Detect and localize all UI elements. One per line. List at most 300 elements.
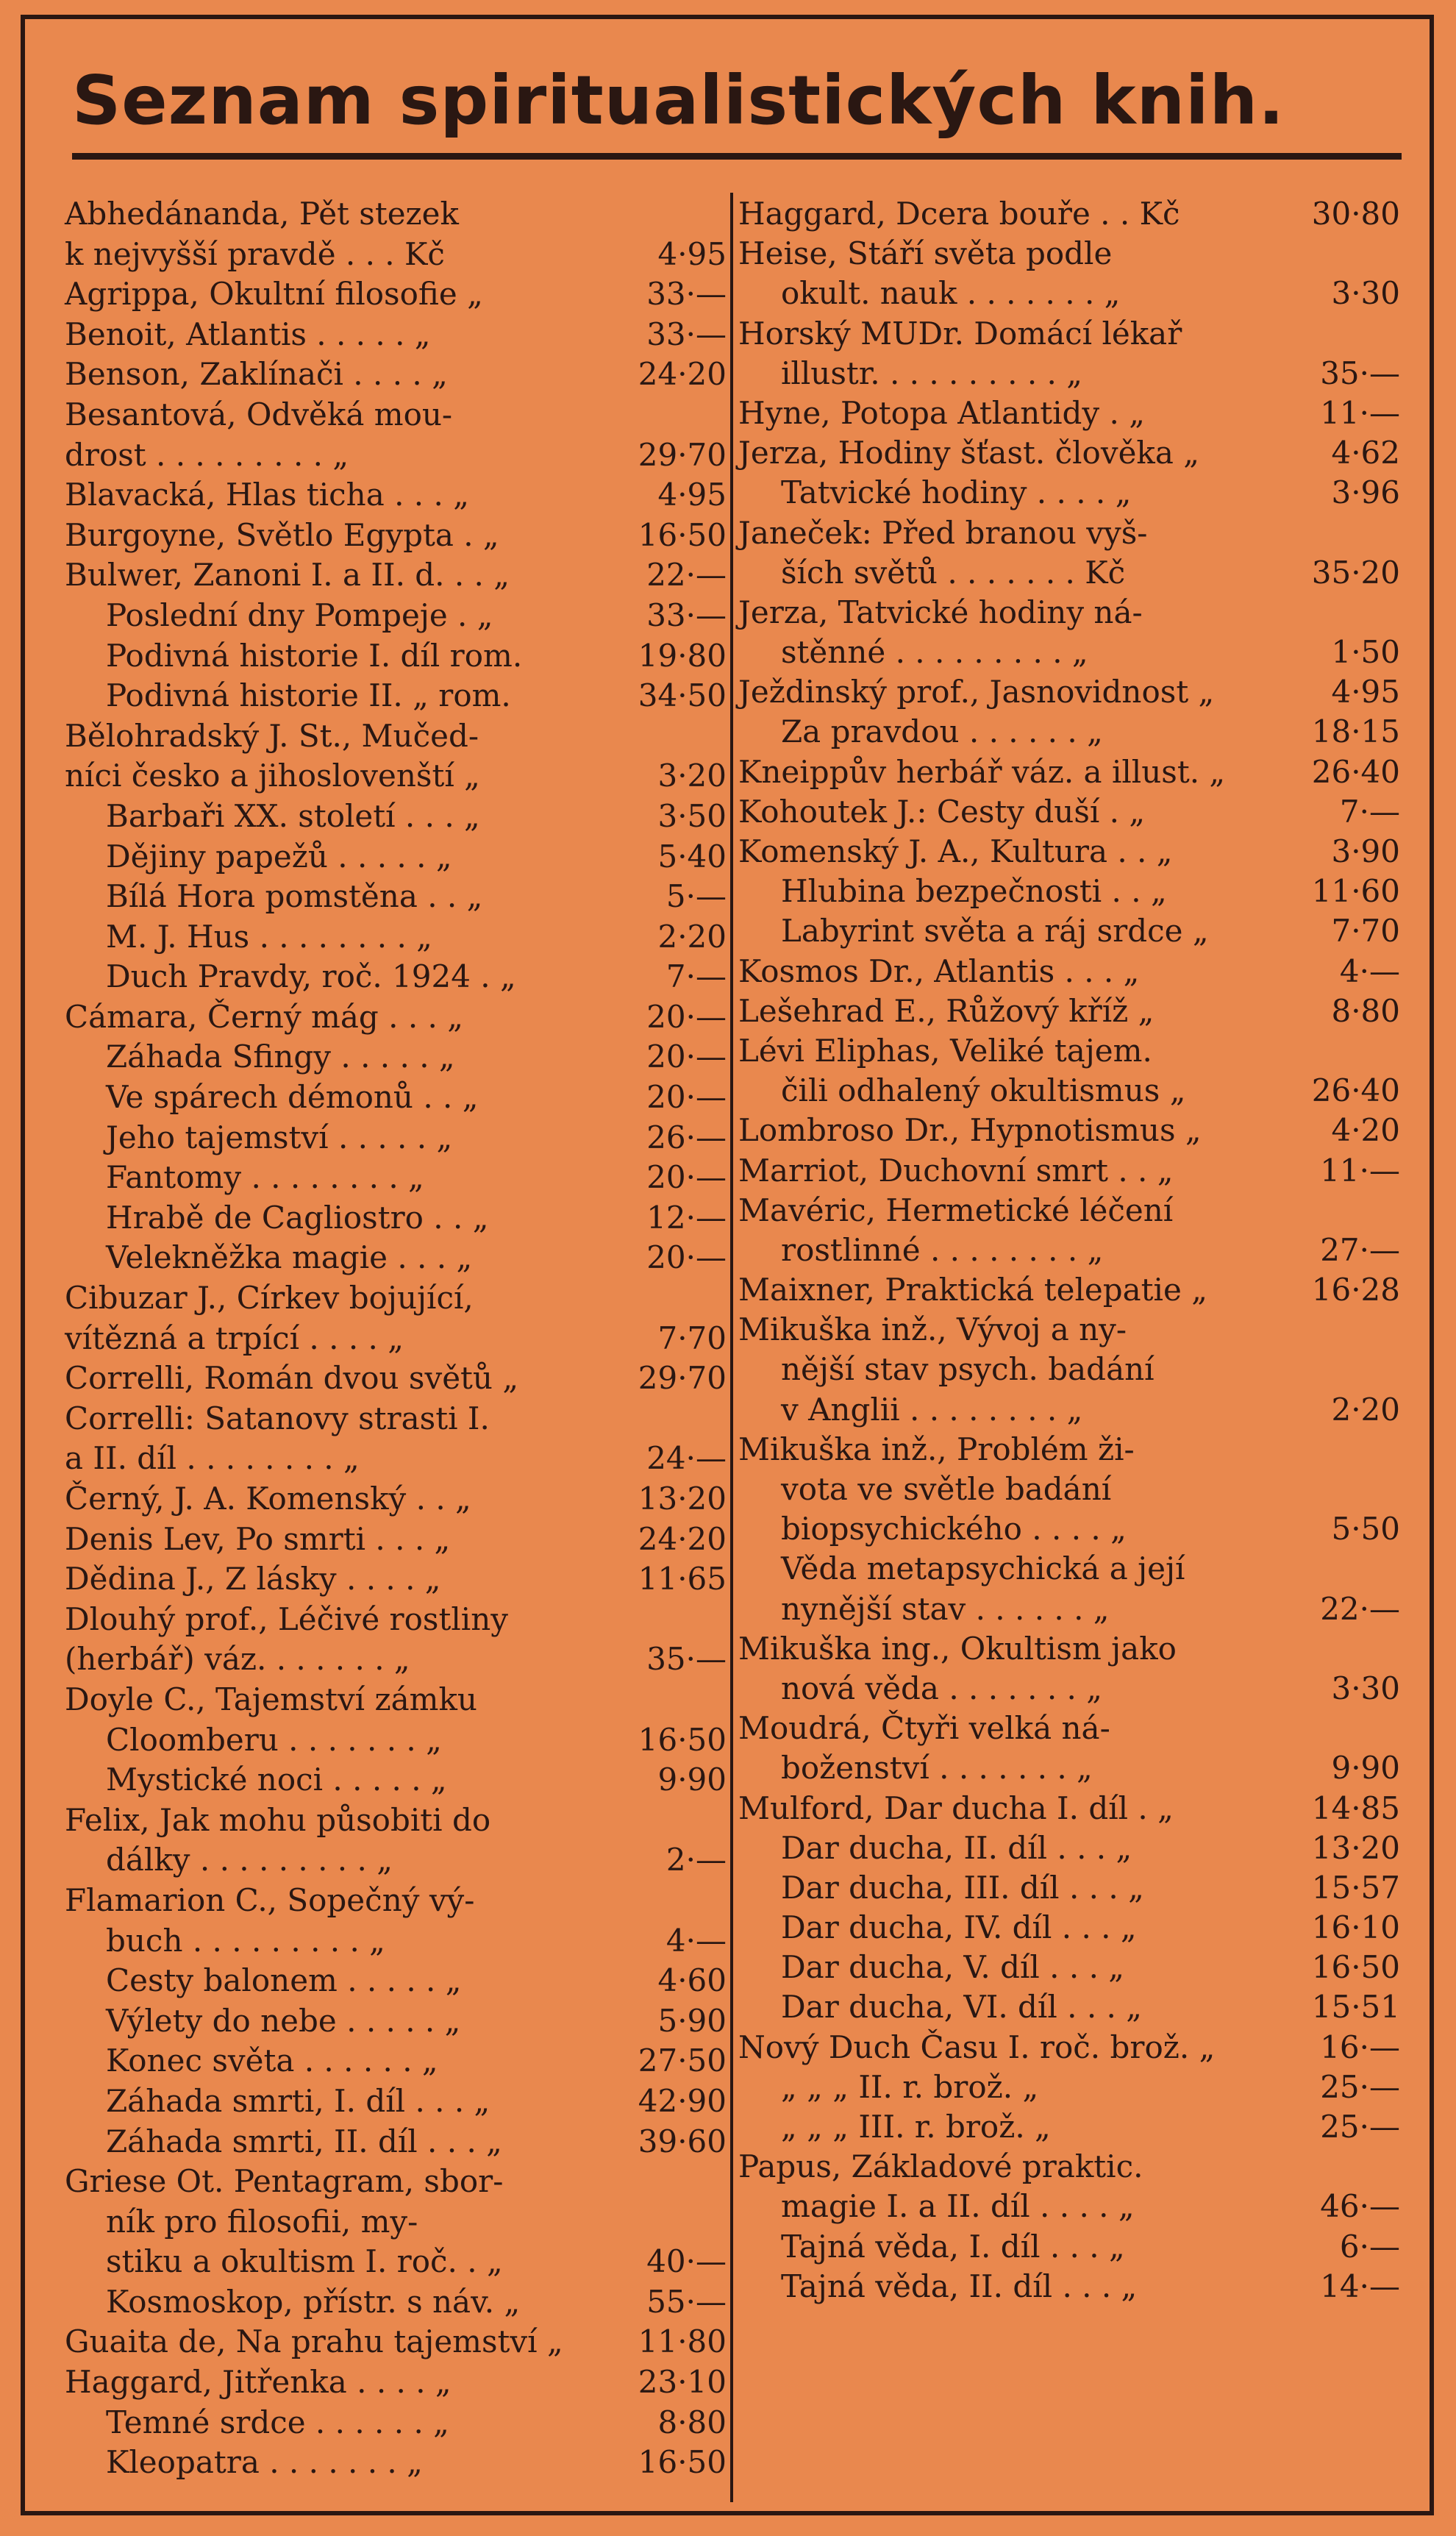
list-item — [65, 1881, 727, 1921]
list-item — [65, 435, 727, 476]
list-item — [65, 1760, 727, 1801]
list-item — [65, 756, 727, 797]
list-item — [65, 917, 727, 958]
list-item — [738, 1549, 1400, 1589]
book-price: 16·50 — [1311, 1949, 1400, 1986]
list-item — [65, 1158, 727, 1198]
book-price: 26·— — [646, 1119, 727, 1155]
book-entry: Besantová, Odvěká mou- — [65, 396, 453, 432]
book-entry: Záhada smrti, II. díl . . . „ — [106, 2123, 502, 2159]
book-entry: Agrippa, Okultní filosofie „ — [65, 276, 483, 313]
book-price: 34·50 — [638, 677, 727, 714]
list-item — [738, 433, 1400, 473]
book-entry: Heise, Stáří světa podle — [738, 235, 1113, 272]
list-item — [738, 952, 1400, 991]
book-entry: Nový Duch Času I. roč. brož. „ — [738, 2029, 1216, 2065]
book-entry: čili odhalený okultismus „ — [781, 1072, 1186, 1109]
book-price: 11·60 — [1311, 873, 1400, 910]
list-item — [65, 1078, 727, 1118]
book-entry: Mavéric, Hermetické léčení — [738, 1192, 1174, 1228]
list-item — [65, 315, 727, 355]
list-item — [65, 596, 727, 636]
book-price: 5·— — [665, 878, 727, 915]
list-item — [738, 1948, 1400, 1987]
book-entry: Kohoutek J.: Cesty duší . „ — [738, 793, 1146, 830]
list-item — [738, 991, 1400, 1031]
list-item — [738, 1310, 1400, 1350]
book-price: 27·— — [1320, 1231, 1400, 1268]
list-item — [65, 2362, 727, 2403]
book-entry: Kneippův herbář váz. a illust. „ — [738, 753, 1226, 790]
book-entry: Záhada Sfingy . . . . . „ — [106, 1039, 455, 1075]
book-entry: Tatvické hodiny . . . . „ — [781, 474, 1132, 511]
book-price: 33·— — [646, 276, 727, 313]
book-price: 23·10 — [638, 2364, 727, 2401]
book-price: 24·20 — [638, 1520, 727, 1557]
book-price: 26·40 — [1311, 753, 1400, 790]
list-item — [65, 395, 727, 435]
list-item — [738, 2107, 1400, 2147]
list-item — [738, 752, 1400, 792]
book-price: 15·57 — [1311, 1869, 1400, 1906]
book-price: 33·— — [646, 596, 727, 633]
book-price: 15·51 — [1311, 1989, 1400, 2026]
list-item — [738, 1789, 1400, 1828]
book-price: 11·65 — [638, 1561, 727, 1598]
list-item — [65, 1801, 727, 1841]
list-item — [65, 2242, 727, 2282]
book-entry: Ve spárech démonů . . „ — [106, 1079, 479, 1116]
book-entry: Barbaři XX. století . . . „ — [106, 797, 480, 834]
book-entry: Benoit, Atlantis . . . . . „ — [65, 316, 431, 352]
book-entry: Blavacká, Hlas ticha . . . „ — [65, 477, 469, 513]
book-price: 29·70 — [638, 436, 727, 473]
book-entry: Mikuška ing., Okultism jako — [738, 1630, 1177, 1667]
list-item — [738, 1709, 1400, 1748]
list-item — [738, 1430, 1400, 1470]
list-item — [65, 1198, 727, 1239]
list-item — [738, 1828, 1400, 1868]
list-item — [738, 2187, 1400, 2226]
list-item — [65, 1399, 727, 1439]
book-entry: Cámara, Černý mág . . . „ — [65, 998, 464, 1035]
list-item — [738, 354, 1400, 393]
book-entry: Konec světa . . . . . . „ — [106, 2042, 438, 2079]
book-price: 4·95 — [657, 477, 727, 513]
book-entry: Dar ducha, IV. díl . . . „ — [781, 1909, 1137, 1946]
list-item — [738, 872, 1400, 911]
book-entry: Poslední dny Pompeje . „ — [106, 596, 493, 633]
book-entry: Mystické noci . . . . . „ — [106, 1762, 447, 1798]
book-entry: nější stav psych. badání — [781, 1351, 1155, 1388]
book-price: 35·— — [1320, 355, 1400, 391]
book-entry: dálky . . . . . . . . . „ — [106, 1842, 393, 1878]
book-entry: Griese Ot. Pentagram, sbor- — [65, 2163, 504, 2200]
book-entry: M. J. Hus . . . . . . . . „ — [106, 918, 432, 955]
book-price: 4·62 — [1331, 435, 1400, 471]
book-entry: Abhedánanda, Pět stezek — [65, 196, 459, 232]
list-item — [65, 877, 727, 917]
book-price: 2·20 — [657, 918, 727, 955]
book-entry: Dějiny papežů . . . . . „ — [106, 838, 452, 875]
book-price: 6·— — [1339, 2228, 1400, 2265]
list-item — [65, 1118, 727, 1158]
list-item — [738, 1868, 1400, 1908]
book-price: 11·— — [1320, 394, 1400, 431]
list-item — [65, 1720, 727, 1761]
book-entry: Marriot, Duchovní smrt . . „ — [738, 1152, 1174, 1189]
book-price: 33·— — [646, 316, 727, 352]
list-item — [738, 1111, 1400, 1150]
book-price: 35·20 — [1311, 554, 1400, 591]
list-item — [65, 1278, 727, 1319]
book-price: 30·80 — [1311, 196, 1400, 232]
book-price: 9·90 — [657, 1762, 727, 1798]
book-entry: Flamarion C., Sopečný vý- — [65, 1881, 475, 1918]
list-item — [738, 553, 1400, 593]
book-price: 26·40 — [1311, 1072, 1400, 1109]
list-item — [738, 1230, 1400, 1270]
list-item — [65, 2443, 727, 2483]
list-item — [738, 194, 1400, 234]
book-price: 16·28 — [1311, 1272, 1400, 1308]
book-price: 42·90 — [638, 2082, 727, 2119]
book-entry: Papus, Základové praktic. — [738, 2148, 1143, 2185]
book-price: 24·20 — [638, 356, 727, 393]
book-entry: Bílá Hora pomstěna . . „ — [106, 878, 483, 915]
book-price: 18·15 — [1311, 713, 1400, 750]
book-price: 5·50 — [1331, 1511, 1400, 1547]
list-item — [65, 797, 727, 837]
list-item — [738, 1151, 1400, 1191]
book-entry: Velekněžka magie . . . „ — [106, 1239, 473, 1276]
list-item — [65, 1439, 727, 1479]
book-entry: Temné srdce . . . . . . „ — [106, 2404, 449, 2440]
book-entry: Fantomy . . . . . . . . „ — [106, 1159, 424, 1196]
list-item — [738, 1589, 1400, 1629]
book-entry: Bulwer, Zanoni I. a II. d. . . „ — [65, 557, 510, 594]
book-entry: Cesty balonem . . . . . „ — [106, 1962, 462, 1999]
list-item — [738, 712, 1400, 752]
book-entry: Benson, Zaklínači . . . . „ — [65, 356, 448, 393]
book-price: 16·50 — [638, 1721, 727, 1758]
book-entry: Jerza, Tatvické hodiny ná- — [738, 594, 1143, 630]
book-entry: Maixner, Praktická telepatie „ — [738, 1272, 1207, 1308]
book-entry: biopsychického . . . . „ — [781, 1511, 1127, 1547]
book-price: 4·20 — [1331, 1112, 1400, 1149]
book-entry: Mulford, Dar ducha I. díl . „ — [738, 1789, 1174, 1826]
list-item — [65, 716, 727, 757]
book-entry: Hrabě de Cagliostro . . „ — [106, 1199, 489, 1236]
book-entry: stiku a okultism I. roč. . „ — [106, 2243, 503, 2280]
book-entry: „ „ „ III. r. brož. „ — [781, 2109, 1051, 2145]
book-entry: Janeček: Před branou vyš- — [738, 514, 1148, 551]
list-item — [65, 1037, 727, 1078]
book-price: 2·20 — [1331, 1391, 1400, 1428]
book-entry: Dar ducha, II. díl . . . „ — [781, 1829, 1132, 1866]
book-entry: okult. nauk . . . . . . . „ — [781, 275, 1121, 312]
list-item — [65, 2081, 727, 2122]
list-item — [65, 274, 727, 315]
list-item — [65, 837, 727, 877]
book-entry: Černý, J. A. Komenský . . „ — [65, 1481, 471, 1517]
book-price: 12·— — [646, 1199, 727, 1236]
list-item — [65, 2041, 727, 2081]
book-entry: Tajná věda, II. díl . . . „ — [781, 2268, 1138, 2304]
page-title: Seznam spiritualistických knih. — [72, 61, 1285, 140]
list-item — [65, 1479, 727, 1520]
list-item — [65, 1238, 727, 1278]
book-entry: stěnné . . . . . . . . . „ — [781, 634, 1088, 671]
list-item — [65, 2202, 727, 2243]
list-item — [65, 676, 727, 716]
list-item — [65, 1319, 727, 1359]
book-price: 3·90 — [1331, 833, 1400, 869]
book-entry: Kosmos Dr., Atlantis . . . „ — [738, 952, 1140, 989]
book-price: 7·70 — [657, 1319, 727, 1356]
book-price: 25·— — [1320, 2109, 1400, 2145]
book-price: 14·85 — [1311, 1789, 1400, 1826]
list-item — [738, 1669, 1400, 1709]
book-price: 22·— — [646, 557, 727, 594]
list-item — [738, 314, 1400, 354]
book-entry: nová věda . . . . . . . „ — [781, 1670, 1102, 1706]
book-price: 20·— — [646, 1159, 727, 1196]
book-entry: Dlouhý prof., Léčivé rostliny — [65, 1600, 508, 1637]
book-entry: Kosmoskop, přístr. s náv. „ — [106, 2283, 521, 2320]
book-price: 39·60 — [638, 2123, 727, 2159]
book-price: 20·— — [646, 998, 727, 1035]
list-item — [65, 475, 727, 516]
book-price: 3·30 — [1331, 1670, 1400, 1706]
book-entry: illustr. . . . . . . . . . „ — [781, 355, 1083, 391]
book-price: 5·40 — [657, 838, 727, 875]
list-item — [738, 2267, 1400, 2307]
book-entry: k nejvyšší pravdě . . . Kč — [65, 235, 445, 272]
book-price: 20·— — [646, 1239, 727, 1276]
list-item — [738, 1470, 1400, 1509]
book-entry: Jerza, Hodiny šťast. člověka „ — [738, 435, 1200, 471]
book-price: 11·— — [1320, 1152, 1400, 1189]
list-item — [65, 516, 727, 556]
book-price: 16·10 — [1311, 1909, 1400, 1946]
book-entry: boženství . . . . . . . „ — [781, 1750, 1093, 1787]
list-item — [738, 1629, 1400, 1669]
book-entry: rostlinné . . . . . . . . „ — [781, 1231, 1104, 1268]
book-entry: Haggard, Dcera bouře . . Kč — [738, 196, 1180, 232]
book-entry: Horský MUDr. Domácí lékař — [738, 315, 1182, 352]
list-item — [65, 636, 727, 677]
book-price: 46·— — [1320, 2188, 1400, 2225]
list-item — [65, 1639, 727, 1680]
book-price: 7·— — [665, 958, 727, 995]
book-entry: Dar ducha, V. díl . . . „ — [781, 1949, 1125, 1986]
book-price: 55·— — [646, 2283, 727, 2320]
column-divider — [730, 193, 733, 2502]
book-entry: a II. díl . . . . . . . . „ — [65, 1440, 360, 1477]
book-entry: vítězná a trpící . . . . „ — [65, 1319, 404, 1356]
book-list-left — [65, 194, 727, 2483]
book-price: 20·— — [646, 1079, 727, 1116]
book-price: 16·— — [1320, 2029, 1400, 2065]
list-item — [738, 1390, 1400, 1430]
list-item — [65, 2403, 727, 2443]
book-price: 4·— — [1339, 952, 1400, 989]
list-item — [738, 1509, 1400, 1549]
book-price: 3·20 — [657, 758, 727, 794]
book-entry: Hlubina bezpečnosti . . „ — [781, 873, 1167, 910]
book-price: 11·80 — [638, 2323, 727, 2360]
list-item — [738, 274, 1400, 313]
book-entry: Cloomberu . . . . . . . „ — [106, 1721, 442, 1758]
book-entry: Doyle C., Tajemství zámku — [65, 1681, 477, 1717]
list-item — [738, 1191, 1400, 1230]
list-item — [65, 1921, 727, 1962]
book-entry: nynější stav . . . . . . „ — [781, 1590, 1110, 1627]
book-entry: Podivná historie I. díl rom. — [106, 637, 523, 674]
book-price: 2·— — [665, 1842, 727, 1878]
list-item — [738, 1350, 1400, 1389]
book-entry: Guaita de, Na prahu tajemství „ — [65, 2323, 563, 2360]
book-price: 22·— — [1320, 1590, 1400, 1627]
book-entry: Dar ducha, VI. díl . . . „ — [781, 1989, 1142, 2026]
book-price: 20·— — [646, 1039, 727, 1075]
list-item — [65, 1559, 727, 1600]
list-item — [65, 2162, 727, 2202]
book-price: 13·20 — [1311, 1829, 1400, 1866]
book-entry: Komenský J. A., Kultura . . „ — [738, 833, 1173, 869]
book-price: 3·96 — [1331, 474, 1400, 511]
book-entry: Labyrint světa a ráj srdce „ — [781, 913, 1209, 950]
book-price: 29·70 — [638, 1360, 727, 1397]
list-item — [65, 2282, 727, 2323]
list-item — [65, 2122, 727, 2162]
list-item — [738, 1987, 1400, 2027]
book-price: 13·20 — [638, 1481, 727, 1517]
list-item — [65, 957, 727, 997]
book-entry: Correlli, Román dvou světů „ — [65, 1360, 519, 1397]
title-rule — [72, 153, 1402, 160]
list-item — [738, 1071, 1400, 1111]
book-entry: magie I. a II. díl . . . . „ — [781, 2188, 1135, 2225]
book-entry: drost . . . . . . . . . „ — [65, 436, 349, 473]
book-entry: Haggard, Jitřenka . . . . „ — [65, 2364, 452, 2401]
book-entry: Dědina J., Z lásky . . . . „ — [65, 1561, 441, 1598]
book-entry: Mikuška inž., Problém ži- — [738, 1431, 1135, 1467]
list-item — [738, 2227, 1400, 2267]
book-price: 16·50 — [638, 2444, 727, 2481]
book-entry: Lévi Eliphas, Veliké tajem. — [738, 1032, 1152, 1069]
book-entry: vota ve světle badání — [781, 1471, 1112, 1507]
list-item — [738, 1270, 1400, 1310]
book-entry: Výlety do nebe . . . . . „ — [106, 2002, 461, 2039]
book-price: 3·50 — [657, 797, 727, 834]
book-entry: Ježdinský prof., Jasnovidnost „ — [738, 674, 1215, 710]
book-price: 4·95 — [657, 235, 727, 272]
book-entry: v Anglii . . . . . . . . „ — [781, 1391, 1083, 1428]
list-item — [738, 593, 1400, 633]
list-item — [738, 792, 1400, 832]
list-item — [738, 513, 1400, 553]
book-entry: Podivná historie II. „ rom. — [106, 677, 511, 714]
book-entry: Duch Pravdy, roč. 1924 . „ — [106, 958, 516, 995]
book-price: 8·80 — [657, 2404, 727, 2440]
book-entry: Tajná věda, I. díl . . . „ — [781, 2228, 1125, 2265]
list-item — [65, 2322, 727, 2362]
book-entry: (herbář) váz. . . . . . . „ — [65, 1641, 410, 1678]
book-price: 4·60 — [657, 1962, 727, 1999]
book-price: 5·90 — [657, 2002, 727, 2039]
book-price: 25·— — [1320, 2068, 1400, 2105]
book-price: 8·80 — [1331, 992, 1400, 1029]
book-entry: Burgoyne, Světlo Egypta . „ — [65, 516, 499, 553]
book-entry: Záhada smrti, I. díl . . . „ — [106, 2082, 490, 2119]
list-item — [65, 2001, 727, 2042]
list-item — [738, 2028, 1400, 2067]
list-item — [65, 1600, 727, 1640]
book-price: 9·90 — [1331, 1750, 1400, 1787]
list-item — [738, 473, 1400, 513]
list-item — [65, 1358, 727, 1399]
list-item — [738, 1031, 1400, 1071]
book-price: 16·50 — [638, 516, 727, 553]
book-price: 1·50 — [1331, 634, 1400, 671]
list-item — [65, 555, 727, 596]
list-item — [65, 1961, 727, 2001]
book-entry: Za pravdou . . . . . . „ — [781, 713, 1103, 750]
book-price: 7·— — [1339, 793, 1400, 830]
book-entry: níci česko a jihoslovenští „ — [65, 758, 480, 794]
list-item — [65, 1680, 727, 1720]
book-price: 27·50 — [638, 2042, 727, 2079]
list-item — [738, 234, 1400, 274]
book-list-right — [738, 194, 1400, 2307]
book-entry: Lešehrad E., Růžový kříž „ — [738, 992, 1155, 1029]
book-price: 35·— — [646, 1641, 727, 1678]
list-item — [738, 393, 1400, 433]
book-price: 14·— — [1320, 2268, 1400, 2304]
book-entry: Bělohradský J. St., Mučed- — [65, 717, 479, 754]
book-entry: Dar ducha, III. díl . . . „ — [781, 1869, 1144, 1906]
list-item — [738, 911, 1400, 951]
book-entry: ník pro filosofii, my- — [106, 2203, 418, 2240]
list-item — [65, 355, 727, 395]
book-price: 19·80 — [638, 637, 727, 674]
book-entry: Věda metapsychická a její — [781, 1550, 1185, 1587]
list-item — [65, 1840, 727, 1881]
book-entry: Jeho tajemství . . . . . „ — [106, 1119, 453, 1155]
book-price: 24·— — [646, 1440, 727, 1477]
list-item — [738, 633, 1400, 672]
list-item — [738, 1748, 1400, 1788]
book-entry: Hyne, Potopa Atlantidy . „ — [738, 394, 1145, 431]
list-item — [738, 1908, 1400, 1948]
book-entry: ších světů . . . . . . . Kč — [781, 554, 1126, 591]
list-item — [738, 2067, 1400, 2107]
list-item — [738, 832, 1400, 872]
list-item — [65, 194, 727, 235]
book-entry: Moudrá, Čtyři velká ná- — [738, 1710, 1110, 1747]
book-price: 40·— — [646, 2243, 727, 2280]
book-price: 3·30 — [1331, 275, 1400, 312]
book-entry: Cibuzar J., Církev bojující, — [65, 1280, 474, 1317]
book-entry: Lombroso Dr., Hypnotismus „ — [738, 1112, 1202, 1149]
book-entry: buch . . . . . . . . . „ — [106, 1922, 385, 1959]
book-entry: Mikuška inž., Vývoj a ny- — [738, 1311, 1127, 1348]
book-entry: Correlli: Satanovy strasti I. — [65, 1400, 490, 1436]
list-item — [65, 997, 727, 1038]
book-entry: Denis Lev, Po smrti . . . „ — [65, 1520, 451, 1557]
